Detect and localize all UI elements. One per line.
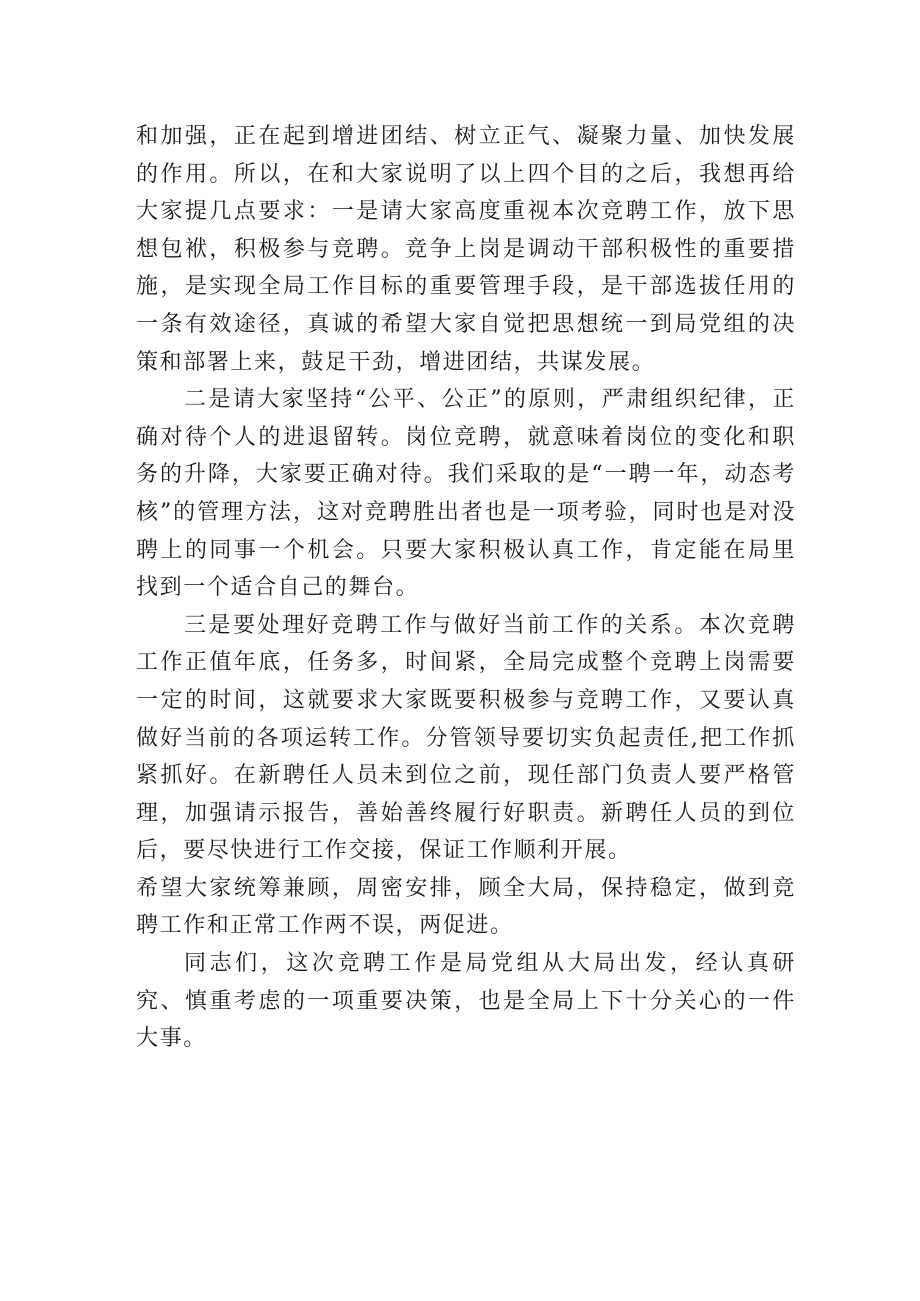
document-body: [136, 118, 796, 1058]
paragraph-4: 希望大家统筹兼顾，周密安排，顾全大局，保持稳定，做到竞聘工作和正常工作两不误，两促进。: [136, 875, 796, 939]
paragraph-1: 和加强，正在起到增进团结、树立正气、凝聚力量、加快发展的作用。所以，在和大家说明了以上四个目的之后，我想再给大家提几点要求：一是请大家高度重视本次竞聘工作，放下思想包袱，积极参与竞聘。竞争上岗是调动干部积极性的重要措施，是实现全局工作目标的重要管理手段，是干部选拔任用的一条有效途径，真诚的希望大家自觉把思想统一到局党组的决策和部署上来，鼓足干劲，增进团结，共谋发展。: [136, 124, 796, 375]
paragraph-3: 三是要处理好竞聘工作与做好当前工作的关系。本次竞聘工作正值年底，任务多，时间紧，全局完成整个竞聘上岗需要一定的时间，这就要求大家既要积极参与竞聘工作，又要认真做好当前的各项运转工作。分管领导要切实负起责任,把工作抓紧抓好。在新聘任人员未到位之前，现任部门负责人要严格管理，加强请示报告，善始善终履行好职责。新聘任人员的到位后，要尽快进行工作交接，保证工作顺利开展。: [136, 612, 796, 864]
paragraph-5: 同志们，这次竞聘工作是局党组从大局出发，经认真研究、慎重考虑的一项重要决策，也是全局上下十分关心的一件大事。: [136, 951, 796, 1052]
paragraph-2: 二是请大家坚持“公平、公正”的原则，严肃组织纪律，正确对待个人的进退留转。岗位竞聘，就意味着岗位的变化和职务的升降，大家要正确对待。我们采取的是“一聘一年，动态考核”的管理方法，这对竞聘胜出者也是一项考验，同时也是对没聘上的同事一个机会。只要大家积极认真工作，肯定能在局里找到一个适合自己的舞台。: [136, 387, 796, 601]
